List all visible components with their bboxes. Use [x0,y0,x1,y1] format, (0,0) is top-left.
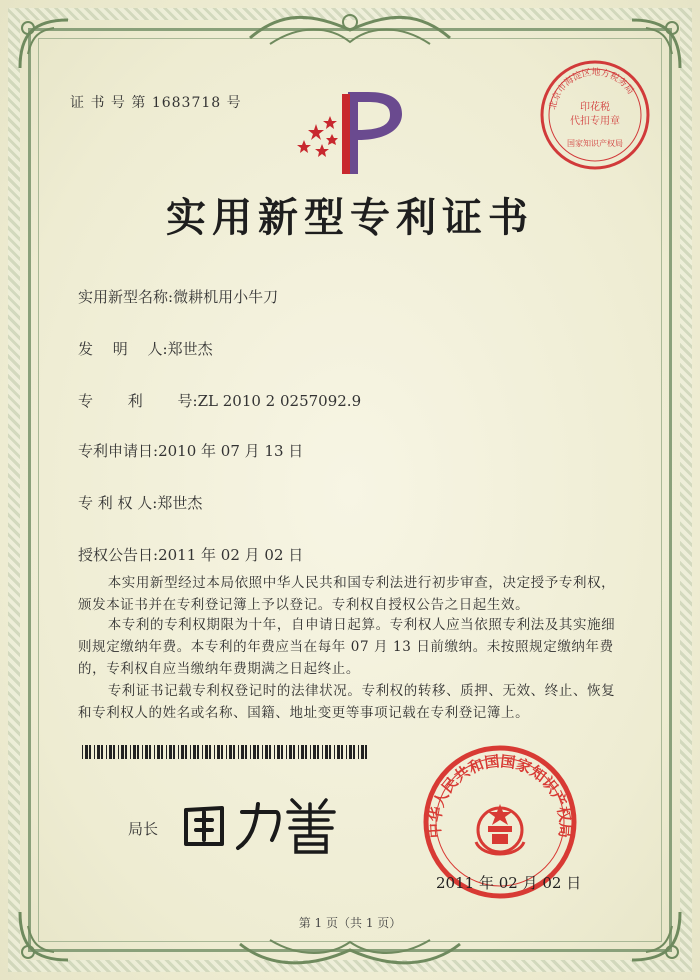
field-filing-date [78,440,303,461]
field-label: 专利申请日: [78,442,159,460]
field-label: 专 利 号: [78,392,198,410]
field-label: 专 利 权 人: [78,494,158,512]
field-value: 郑世杰 [157,494,203,512]
page-number: 第 1 页（共 1 页） [298,916,402,930]
issue-date: 2011 年 02 月 02 日 [436,874,582,892]
patent-office-logo-icon [292,88,412,178]
page-title: 实用新型专利证书 [166,194,534,241]
tax-seal-ring-text: 北京市海淀区地方税务局 [548,67,636,111]
field-value: 2010 年 07 月 13 日 [158,442,304,460]
field-inventor [78,338,213,359]
field-value: 郑世杰 [167,340,213,358]
certificate-number-label: 证 书 号 第 [70,95,147,111]
tax-seal-line1: 印花税 [580,102,610,113]
field-label: 授权公告日: [78,546,159,564]
field-patent-number [78,390,361,411]
corner-ornament-icon [14,14,74,74]
field-value: 2011 年 02 月 02 日 [158,546,304,564]
field-model-name [78,286,278,307]
paragraph-term: 本专利的专利权期限为十年，自申请日起算。专利权人应当依照专利法及其实施细则规定缴纳年费。本专利的年费应当在每年 07 月 13 日前缴纳。未按照规定缴纳年费的，专利权自应当缴纳年费期满之日起终止。 [78,617,616,677]
svg-text:中华人民共和国国家知识产权局 [426,752,575,838]
paragraph-grant: 本实用新型经过本局依照中华人民共和国专利法进行初步审查，决定授予专利权，颁发本证书并在专利登记簿上予以登记。专利权自授权公告之日起生效。 [78,575,616,613]
tax-seal-line3: 国家知识产权局 [567,139,623,148]
director-label: 局长 [128,820,159,838]
bottom-ornament-icon [230,934,470,974]
barcode-icon [82,745,370,759]
certificate-number-suffix: 号 [226,95,242,111]
tax-seal-line2: 代扣专用章 [570,116,620,127]
seal-ring-text: 中华人民共和国国家知识产权局 [425,752,575,839]
certificate-number [70,92,242,112]
field-value: ZL 2010 2 0257092.9 [197,392,362,410]
paragraph-legal-status: 专利证书记载专利权登记时的法律状况。专利权的转移、质押、无效、终止、恢复和专利权人的姓名或名称、国籍、地址变更等事项记载在专利登记簿上。 [78,683,616,721]
field-label: 实用新型名称: [78,288,174,306]
top-ornament-icon [240,8,460,52]
director-signature [176,790,346,856]
tax-stamp-seal [538,58,652,172]
field-label: 发 明 人: [78,340,168,358]
barcode [82,744,370,758]
field-patentee [78,492,202,513]
certificate-number-value: 1683718 [151,95,222,111]
field-value: 微耕机用小牛刀 [173,288,279,306]
